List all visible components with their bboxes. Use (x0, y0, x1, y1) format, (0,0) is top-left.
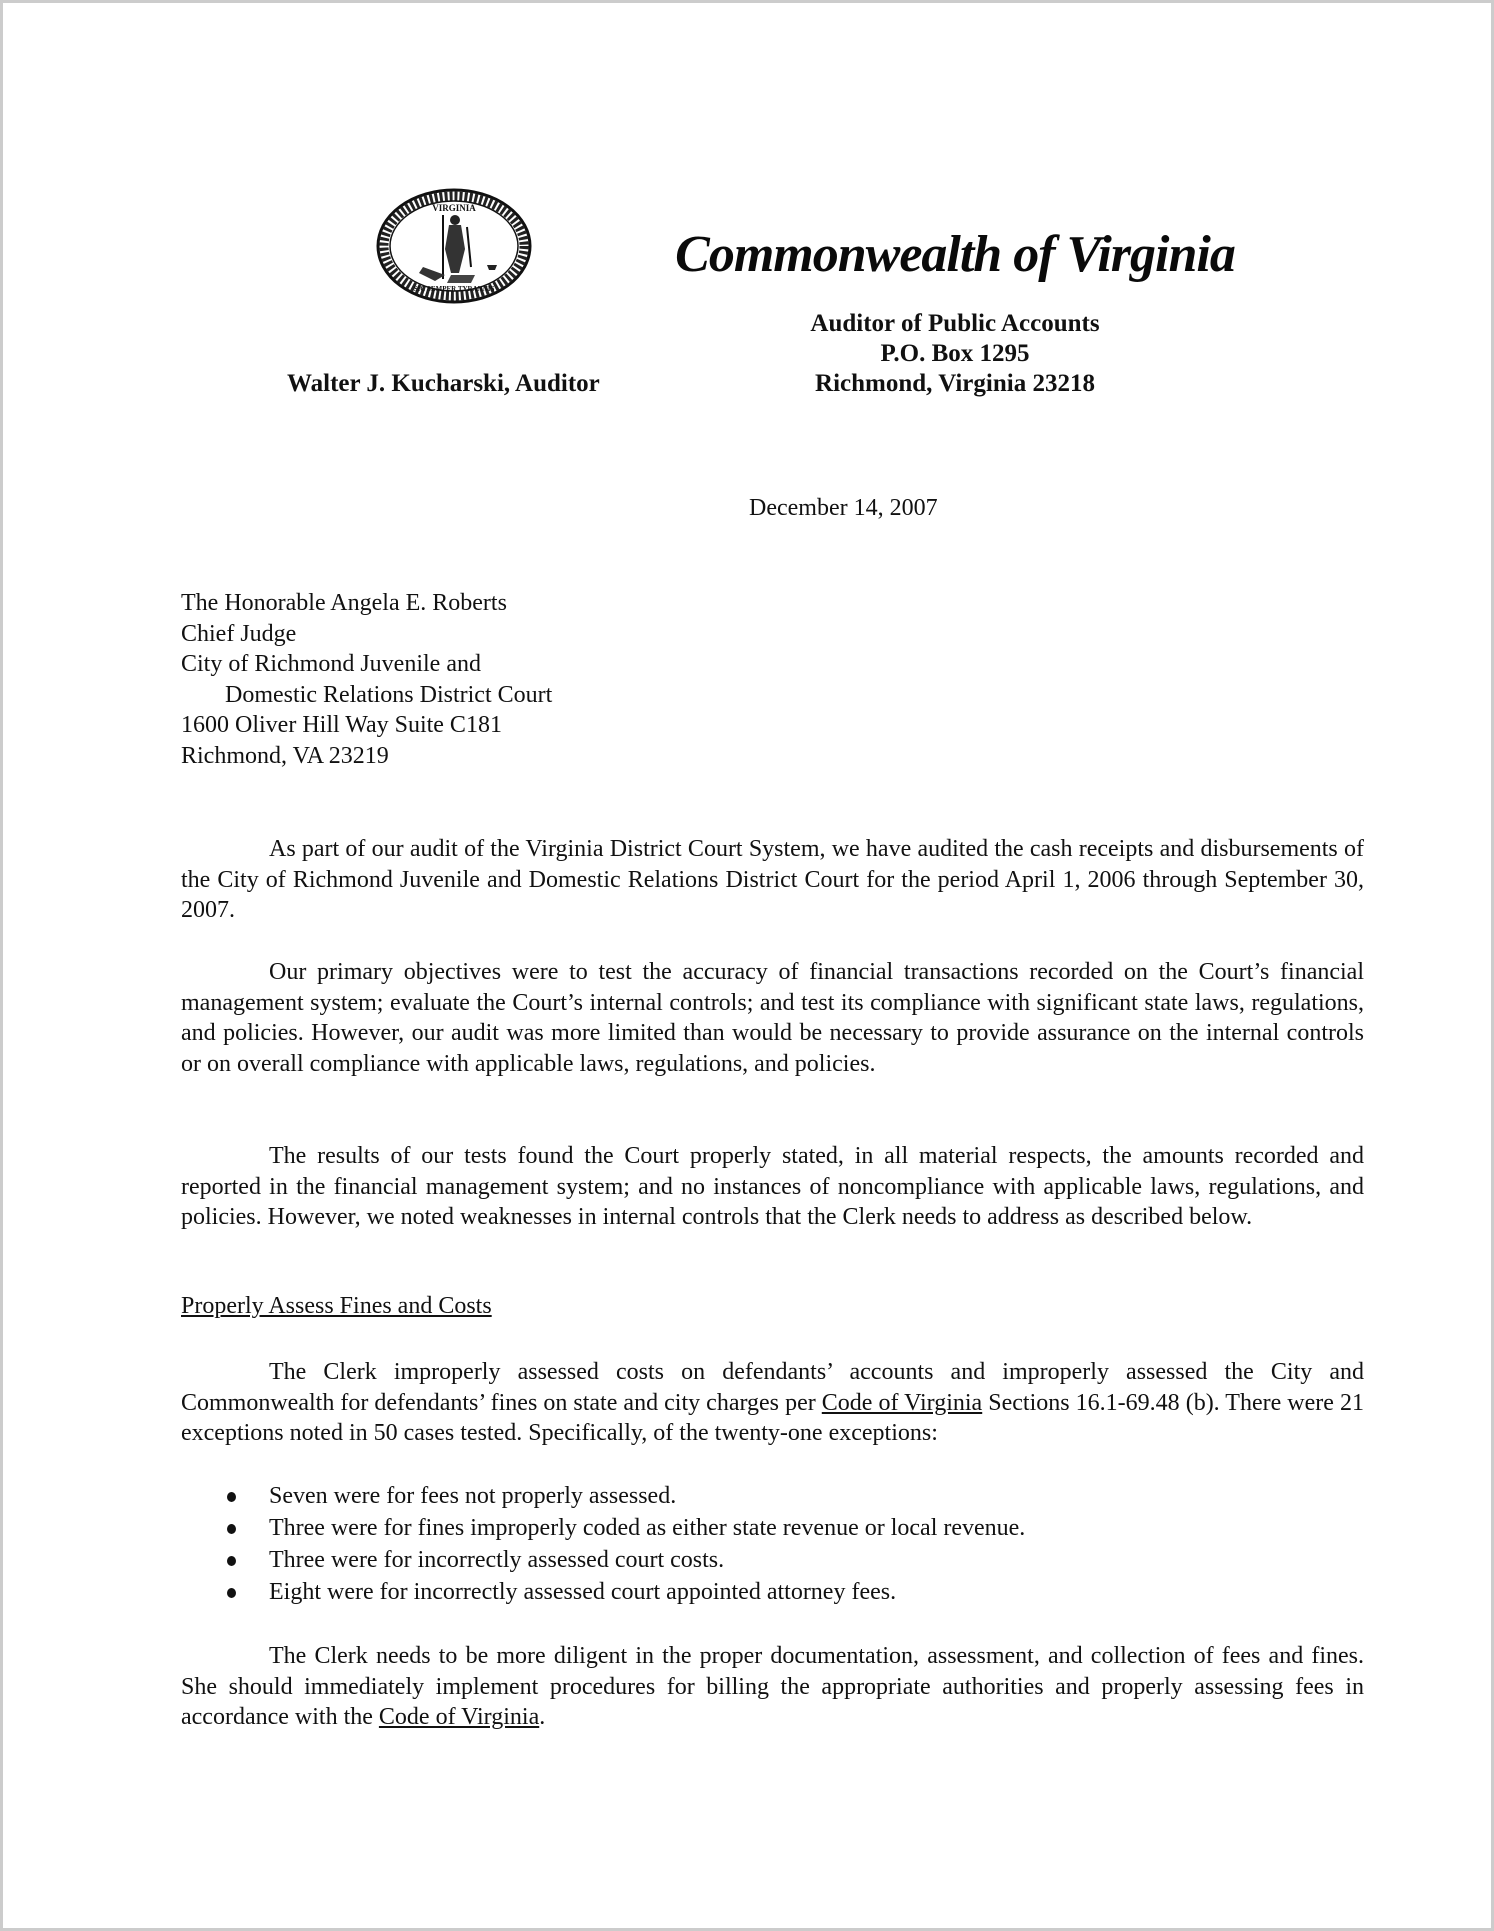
code-of-virginia-reference: Code of Virginia (378, 1704, 540, 1731)
code-of-virginia-reference: Code of Virginia (821, 1389, 983, 1416)
office-name: Auditor of Public Accounts (810, 310, 1100, 337)
bullet-icon (227, 1588, 236, 1598)
virginia-state-seal-icon (375, 187, 533, 305)
list-item-text: Three were for fines improperly coded as either state revenue or local revenue. (269, 1515, 1026, 1541)
bullet-icon (227, 1524, 236, 1534)
list-item (225, 1480, 1025, 1512)
city-state-zip: Richmond, Virginia 23218 (815, 370, 1095, 397)
svg-text:SIC SEMPER TYRANNIS: SIC SEMPER TYRANNIS (413, 285, 495, 293)
recipient-line: City of Richmond Juvenile and (181, 651, 481, 678)
body-paragraph-1: As part of our audit of the Virginia District Court System, we have audited the cash receipts and disbursements of the City of Richmond Juvenile and Domestic Relations District Court for the period April 1, 2006 through September 30, 2007. (181, 836, 1364, 924)
recommendation-paragraph (181, 1641, 1364, 1733)
list-item-text: Seven were for fees not properly assessed. (269, 1483, 677, 1509)
bullet-icon (227, 1556, 236, 1566)
po-box: P.O. Box 1295 (880, 340, 1030, 367)
list-item (225, 1544, 1025, 1576)
list-item (225, 1576, 1025, 1608)
recipient-line: Domestic Relations District Court (225, 681, 553, 708)
bullet-icon (227, 1492, 236, 1502)
letterhead-title: Commonwealth of Virginia (675, 226, 1235, 283)
recipient-line: Chief Judge (181, 620, 297, 647)
finding-paragraph (181, 1357, 1364, 1449)
list-item (225, 1512, 1025, 1544)
svg-text:VIRGINIA: VIRGINIA (432, 203, 476, 213)
finding-text-cont: Sections 16.1-69.48 (b). There were 21 exceptions noted in 50 cases tested. Specifically, of the twenty-one exceptions: (181, 1389, 1364, 1447)
recommendation-text-end: . (539, 1704, 546, 1731)
recipient-line: The Honorable Angela E. Roberts (181, 590, 507, 616)
body-paragraph-2: Our primary objectives were to test the accuracy of financial transactions recorded on the Court’s financial management system; evaluate the Court’s internal controls; and test its compliance with significant state laws, regulations, and policies. However, our audit was more limited than would be necessary to provide assurance on the internal controls or on overall compliance with applicable laws, regulations, and policies. (181, 959, 1364, 1077)
auditor-name: Walter J. Kucharski, Auditor (287, 370, 600, 397)
recommendation-text: The Clerk needs to be more diligent in the proper documentation, assessment, and collection of fees and fines. She should immediately implement procedures for billing the appropriate authorities and properly assessing fees in accordance with the (181, 1643, 1364, 1731)
list-item-text: Eight were for incorrectly assessed court appointed attorney fees. (269, 1579, 897, 1605)
list-item-text: Three were for incorrectly assessed court costs. (269, 1547, 725, 1573)
exceptions-list (225, 1480, 1025, 1608)
recipient-line: 1600 Oliver Hill Way Suite C181 (181, 712, 502, 739)
section-heading: Properly Assess Fines and Costs (181, 1293, 492, 1319)
letter-date: December 14, 2007 (749, 495, 938, 521)
recipient-address (181, 588, 552, 772)
recipient-line: Richmond, VA 23219 (181, 742, 389, 769)
office-address (755, 309, 1155, 399)
body-paragraph-3: The results of our tests found the Court properly stated, in all material respects, the amounts recorded and reported in the financial management system; and no instances of noncompliance with applicable laws, regulations, and policies. However, we noted weaknesses in internal controls that the Clerk needs to address as described below. (181, 1143, 1364, 1231)
finding-text: The Clerk improperly assessed costs on defendants’ accounts and improperly assessed the City and Commonwealth for defendants’ fines on state and city charges per (181, 1359, 1364, 1416)
